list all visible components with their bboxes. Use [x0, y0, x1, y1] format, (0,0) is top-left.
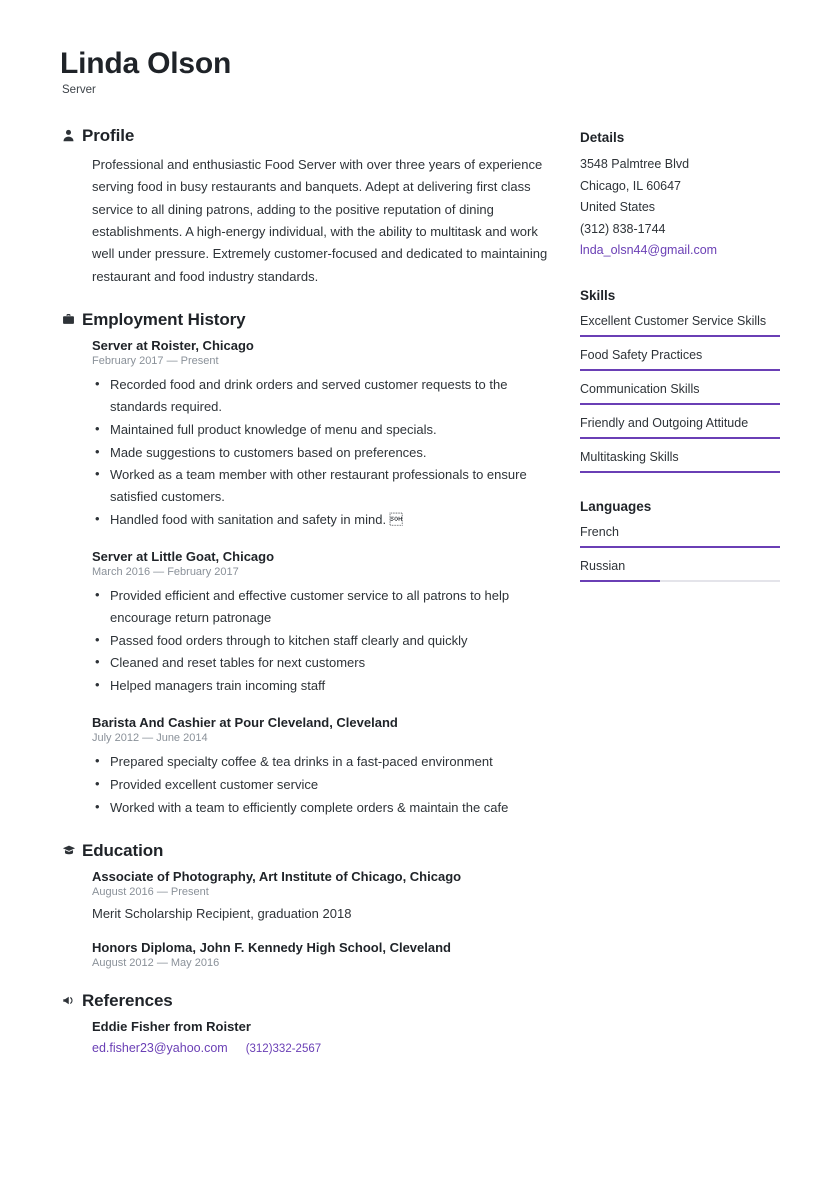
job-bullets	[92, 585, 552, 697]
skill-bar-fill	[580, 403, 780, 405]
profile-heading	[60, 126, 552, 146]
job-bullet: • Helped managers train incoming staff	[92, 675, 552, 697]
section-employment	[60, 310, 552, 818]
detail-phone: (312) 838-1744	[580, 221, 666, 236]
job-bullet: • Passed food orders through to kitchen staff clearly and quickly	[92, 630, 552, 652]
reference-contact	[92, 1038, 552, 1060]
detail-line: 3548 Palmtree Blvd	[580, 157, 690, 171]
job-bullets	[92, 374, 552, 531]
job-bullet: • Prepared specialty coffee & tea drinks in a fast-paced environment	[92, 751, 552, 773]
education-item-note: Merit Scholarship Recipient, graduation 2018	[92, 905, 352, 921]
employment-item	[92, 715, 552, 818]
language-label: French	[580, 525, 619, 540]
references-heading	[60, 991, 552, 1011]
profile-title: Profile	[82, 126, 135, 145]
employment-body	[60, 338, 552, 818]
job-bullet: • Handled food with sanitation and safety in mind. 	[92, 509, 552, 531]
skill-bar-track	[580, 471, 780, 473]
language-bar-fill	[580, 580, 660, 582]
job-bullet: • Made suggestions to customers based on preferences.	[92, 442, 552, 464]
sidebar-languages	[580, 499, 780, 582]
references-title: References	[82, 991, 173, 1011]
main-column	[60, 126, 552, 1082]
job-bullet: • Cleaned and reset tables for next customers	[92, 652, 552, 674]
skill-item	[580, 312, 780, 337]
sidebar-details	[580, 130, 780, 262]
employment-item	[92, 549, 552, 697]
graduation-cap-icon	[62, 843, 82, 859]
employment-heading	[60, 310, 552, 330]
detail-email-link[interactable]: lnda_olsn44@gmail.com	[580, 243, 718, 257]
skill-bar-track	[580, 369, 780, 371]
employment-title: Employment History	[82, 310, 246, 330]
section-profile	[60, 126, 552, 288]
skill-label: Excellent Customer Service Skills	[580, 313, 767, 328]
education-item-dates: August 2016 — Present	[92, 885, 209, 898]
reference-phone: (312)332-2567	[245, 1043, 322, 1056]
skill-bar-fill	[580, 369, 780, 371]
reference-item	[92, 1019, 552, 1060]
job-title: Server at Roister, Chicago	[92, 338, 254, 354]
job-title: Barista And Cashier at Pour Cleveland, Cleveland	[92, 715, 398, 731]
language-bar-track	[580, 546, 780, 548]
profile-text: Professional and enthusiastic Food Server with over three years of experience serving food in busy restaurants and banquets. Adept at delivering first class service to all dining patrons, adding to the positive reputation of dining establishments. A high-energy individual, with the ability to multitask and work well under pressure. Extremely customer-focused and dedicated to maintaining restaurant and food industry standards.	[92, 157, 548, 284]
candidate-name: Linda Olson	[60, 47, 232, 80]
resume-body	[60, 126, 780, 1082]
education-item-title: Honors Diploma, John F. Kennedy High School, Cleveland	[92, 940, 451, 956]
skill-bar-track	[580, 335, 780, 337]
skill-item	[580, 448, 780, 473]
employment-item	[92, 338, 552, 531]
job-dates: July 2012 — June 2014	[92, 732, 208, 745]
detail-line: Chicago, IL 60647	[580, 178, 682, 193]
section-education	[60, 841, 552, 970]
education-item-title: Associate of Photography, Art Institute of Chicago, Chicago	[92, 868, 462, 884]
resume-header	[60, 46, 780, 96]
detail-line: United States	[580, 200, 656, 214]
candidate-job-title: Server	[62, 84, 96, 96]
skill-bar-fill	[580, 335, 780, 337]
skill-label: Multitasking Skills	[580, 450, 679, 464]
job-title: Server at Little Goat, Chicago	[92, 548, 275, 564]
skill-label: Friendly and Outgoing Attitude	[580, 415, 749, 430]
education-item	[92, 940, 552, 969]
reference-name: Eddie Fisher from Roister	[92, 1019, 251, 1035]
sidebar-column	[580, 126, 780, 608]
reference-email-link[interactable]: ed.fisher23@yahoo.com	[92, 1041, 228, 1056]
job-bullets	[92, 751, 552, 818]
job-bullet: • Worked as a team member with other restaurant professionals to ensure satisfied customers.	[92, 464, 552, 508]
skill-bar-track	[580, 437, 780, 439]
language-item	[580, 557, 780, 582]
job-bullet: • Provided excellent customer service	[92, 774, 552, 796]
job-dates: March 2016 — February 2017	[92, 565, 239, 578]
job-dates: February 2017 — Present	[92, 355, 219, 368]
education-heading	[60, 841, 552, 861]
briefcase-icon	[62, 313, 82, 328]
details-title: Details	[580, 130, 625, 145]
skill-bar-track	[580, 403, 780, 405]
language-label: Russian	[580, 559, 626, 574]
sidebar-skills	[580, 288, 780, 474]
language-bar-fill	[580, 546, 780, 548]
education-title: Education	[82, 840, 164, 860]
skills-title: Skills	[580, 287, 616, 303]
section-references	[60, 991, 552, 1060]
education-item-dates: August 2012 — May 2016	[92, 957, 220, 970]
language-bar-track	[580, 580, 780, 582]
skill-label: Communication Skills	[580, 381, 700, 396]
education-item	[92, 869, 552, 925]
references-body	[60, 1019, 552, 1060]
skill-item	[580, 380, 780, 405]
language-item	[580, 523, 780, 548]
skill-label: Food Safety Practices	[580, 347, 703, 362]
job-bullet: • Recorded food and drink orders and served customer requests to the standards required.	[92, 374, 552, 418]
job-bullet: • Provided efficient and effective customer service to all patrons to help encourage return patronage	[92, 585, 552, 629]
languages-title: Languages	[580, 499, 652, 515]
megaphone-icon	[62, 994, 82, 1009]
skill-item	[580, 414, 780, 439]
person-icon	[62, 129, 82, 144]
profile-body	[60, 154, 552, 288]
skill-item	[580, 346, 780, 371]
education-body	[60, 869, 552, 970]
job-bullet: • Maintained full product knowledge of menu and specials.	[92, 419, 552, 441]
job-bullet: • Worked with a team to efficiently complete orders & maintain the cafe	[92, 797, 552, 819]
skill-bar-fill	[580, 437, 780, 439]
skill-bar-fill	[580, 471, 780, 473]
